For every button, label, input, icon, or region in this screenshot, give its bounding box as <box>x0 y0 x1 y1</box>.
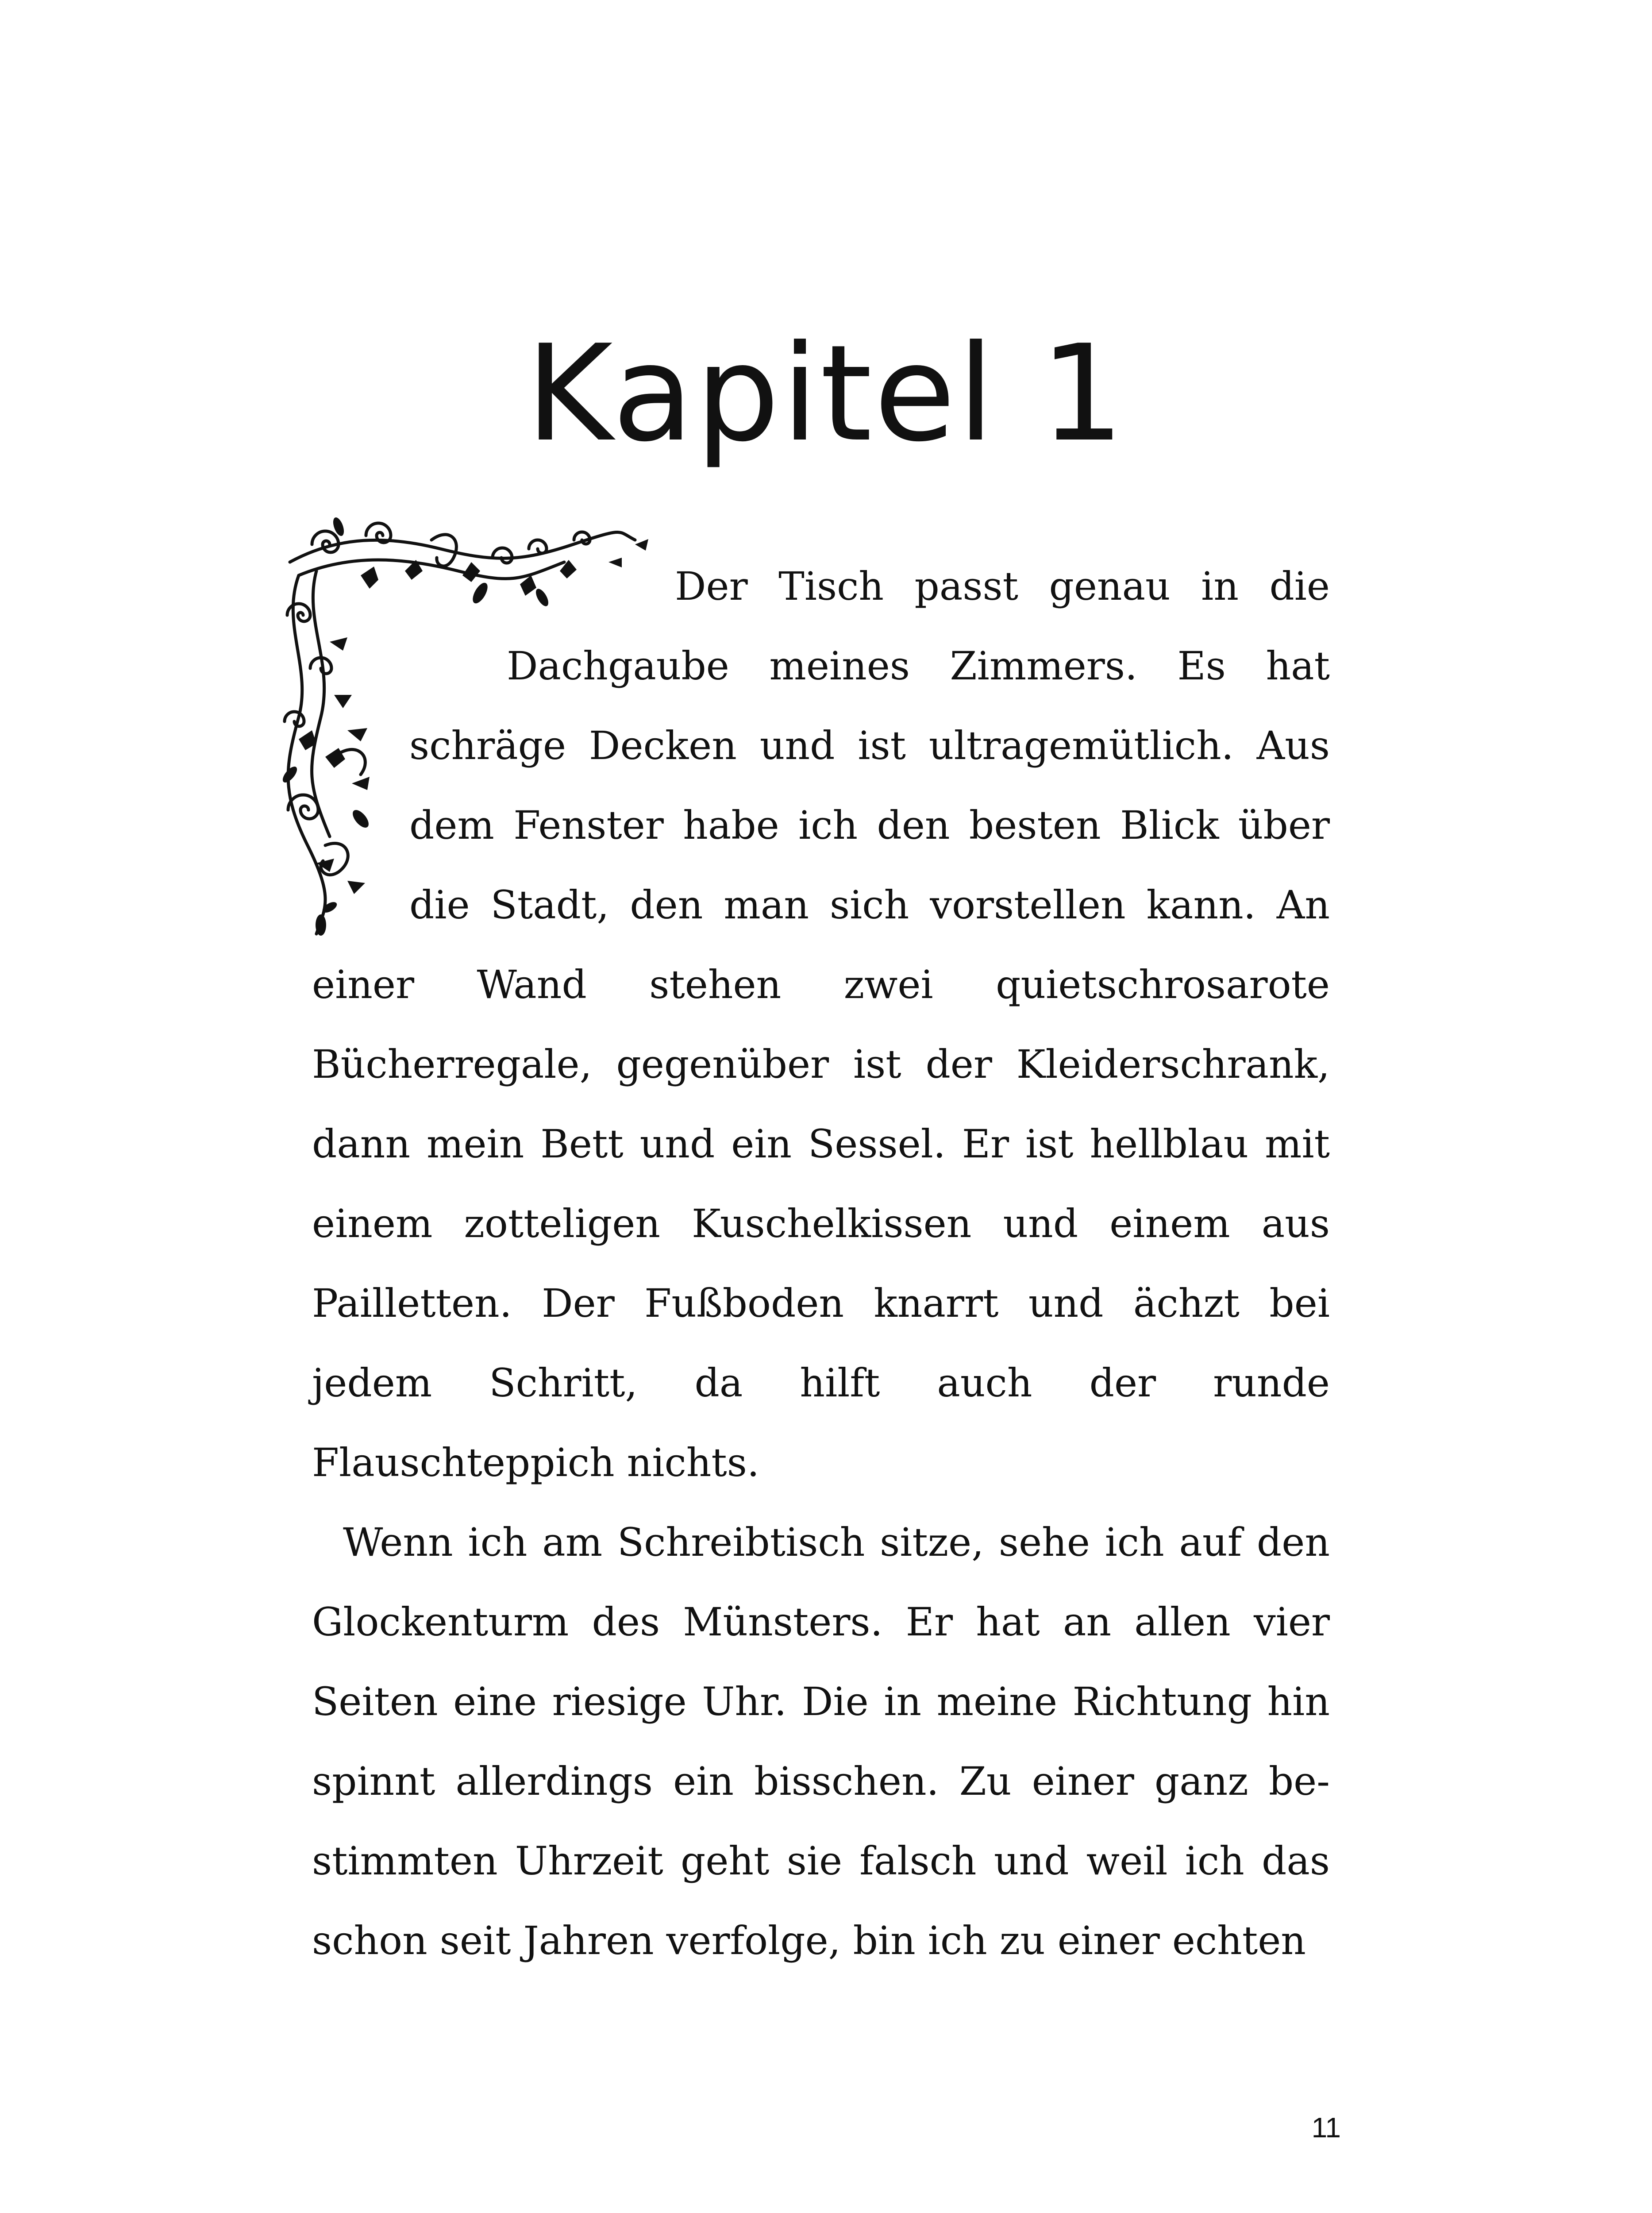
body-text <box>312 547 1330 1981</box>
paragraph-1: Der Tisch passt genau in die Dachgaube meines Zimmers. Es hat schräge Decken und ist ultragemütlich. Aus dem Fenster habe ich den besten Blick über die Stadt, den man sich vorstellen kann. An einer Wand stehen zwei quietschrosarote Bücherregale, gegenüber ist der Kleiderschrank, dann mein Bett und ein Sessel. Er ist hellblau mit einem zotteligen Kuschelkissen und einem aus Pailletten. Der Fußboden knarrt und ächzt bei jedem Schritt, da hilft auch der runde Flauschteppich nichts. <box>312 563 1330 1485</box>
page-number: 11 <box>1311 2112 1341 2144</box>
paragraph-2: Wenn ich am Schreibtisch sitze, sehe ich auf den Glockenturm des Münsters. Er hat an allen vier Seiten eine riesige Uhr. Die in meine Richtung hin spinnt allerdings ein bisschen. Zu einer ganz bestimmten Uhrzeit geht sie falsch und weil ich das schon seit Jahren verfolge, bin ich zu einer echten <box>312 1519 1330 1963</box>
chapter-title: Kapitel 1 <box>526 316 1126 471</box>
